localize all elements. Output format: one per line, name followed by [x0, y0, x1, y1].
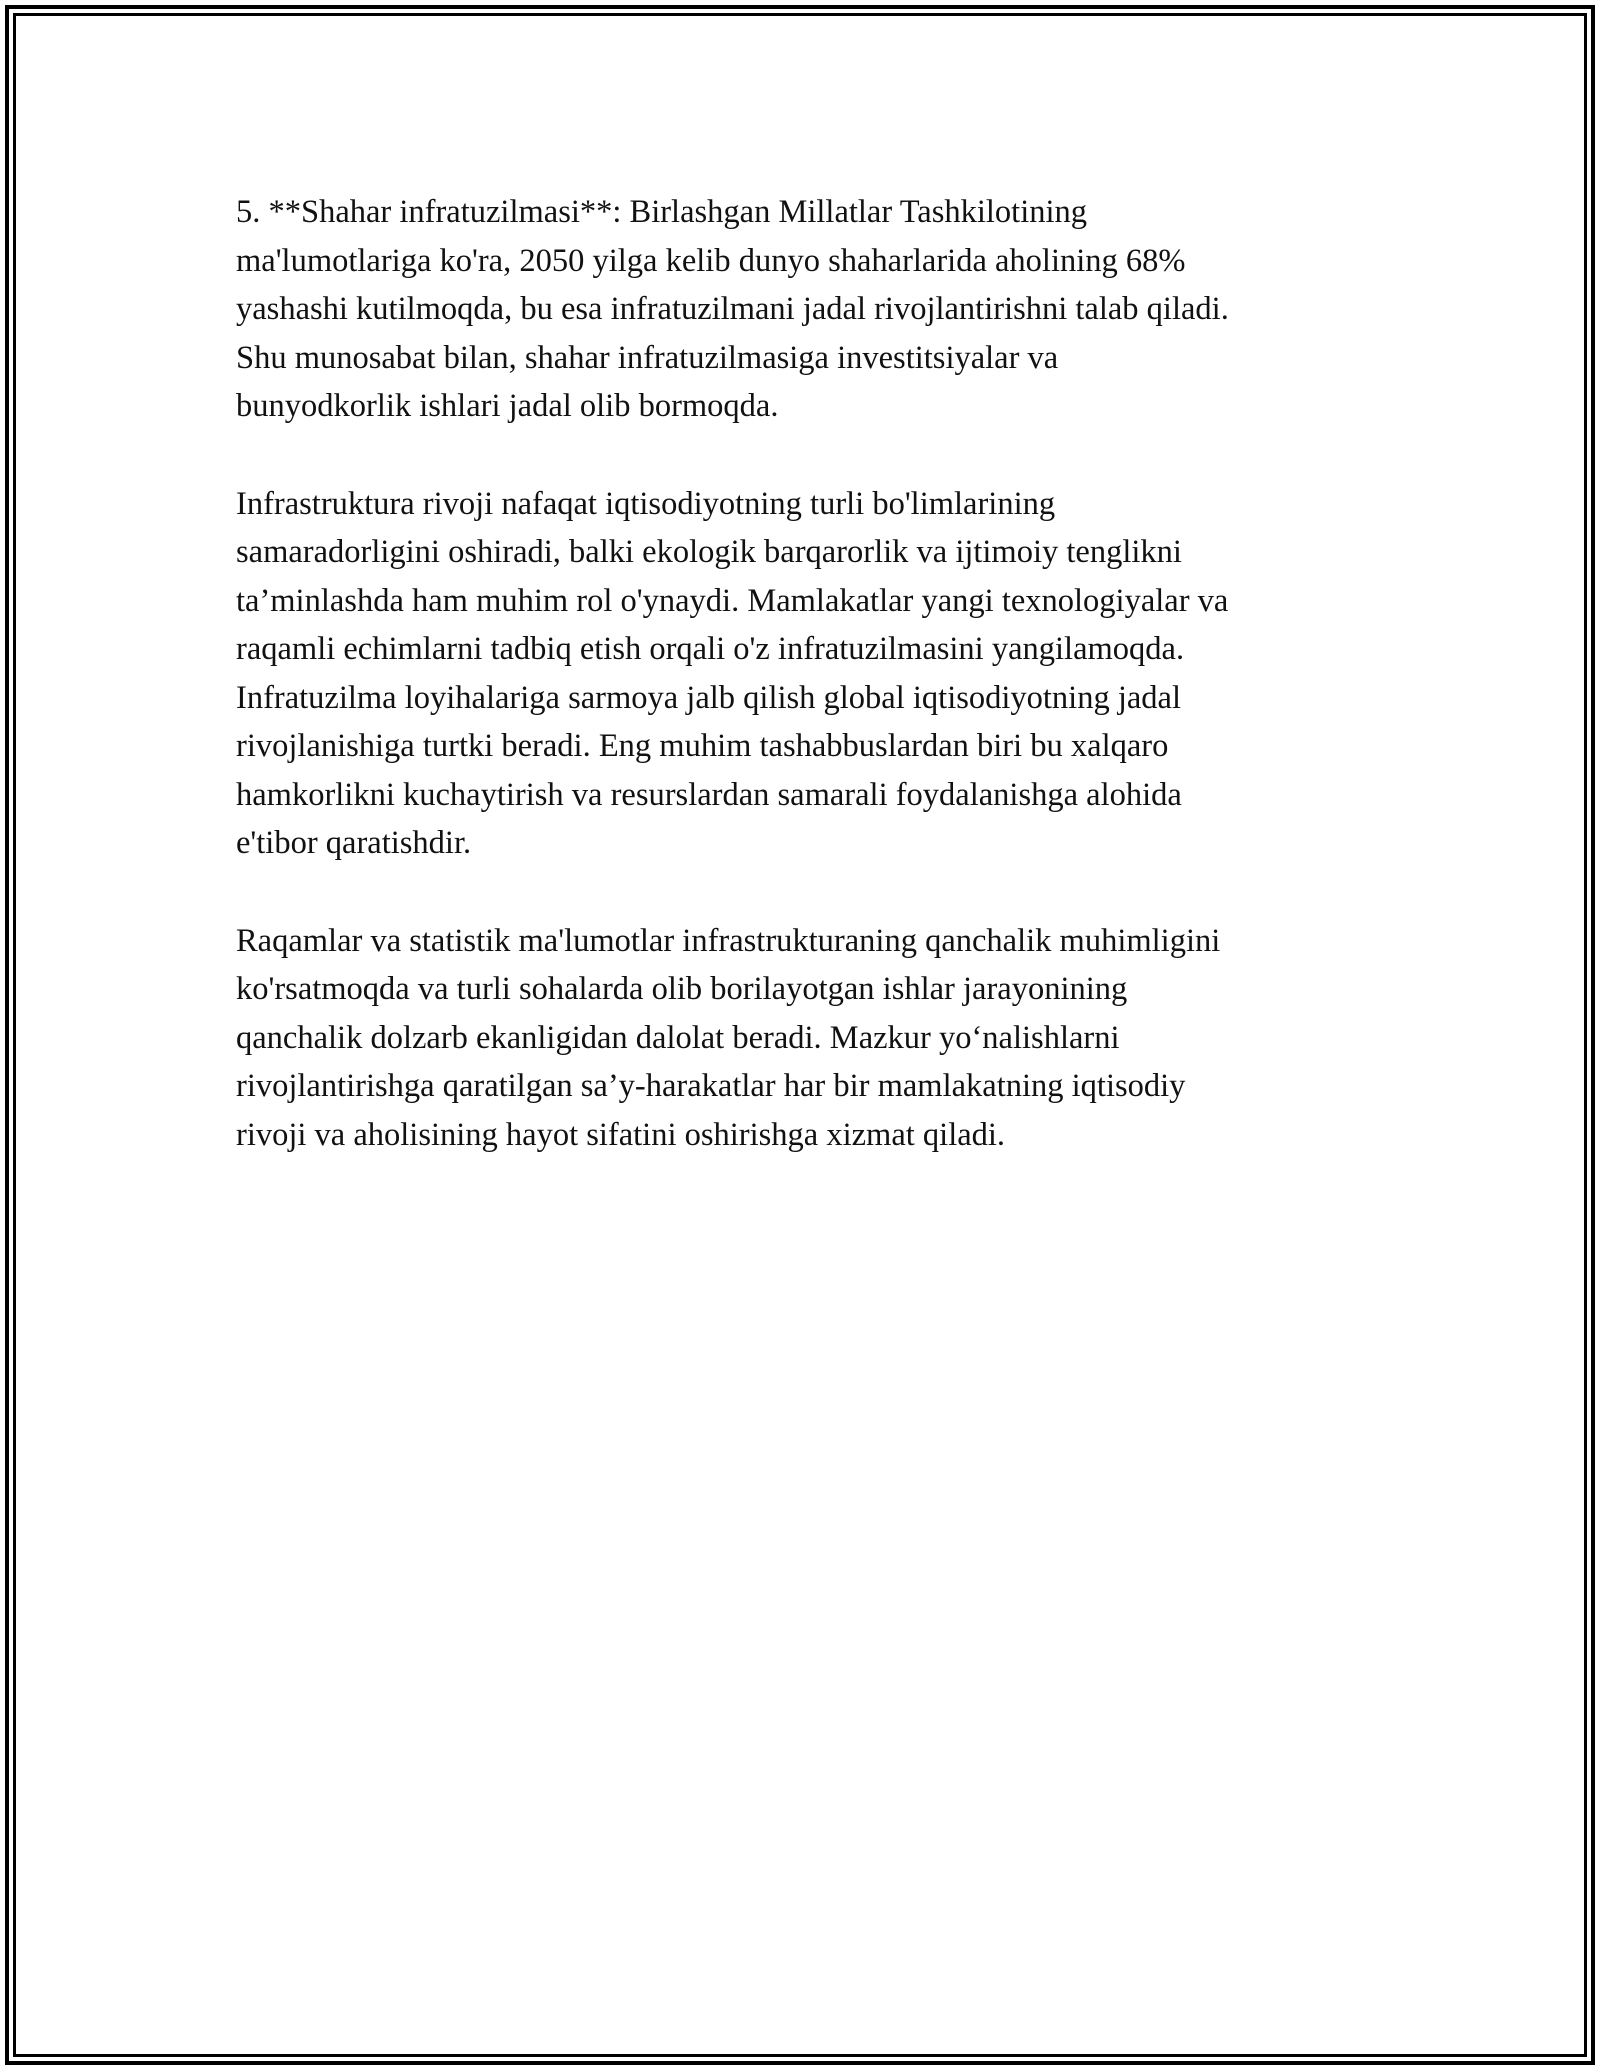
text-line: rivojlanishiga turtki beradi. Eng muhim tashabbuslardan biri bu xalqaro	[236, 728, 1169, 764]
text-line: ma'lumotlariga ko'ra, 2050 yilga kelib dunyo shaharlarida aholining 68%	[236, 242, 1186, 279]
text-line: qanchalik dolzarb ekanligidan dalolat beradi. Mazkur yo‘nalishlarni	[236, 1019, 1120, 1056]
paragraph-infrastructure-development	[236, 480, 1396, 868]
text-line: 5. **Shahar infratuzilmasi**: Birlashgan Millatlar Tashkilotining	[236, 194, 1088, 230]
text-line: Infratuzilma loyihalariga sarmoya jalb qilish global iqtisodiyotning jadal	[236, 679, 1181, 716]
text-line: rivojlantirishga qaratilgan sa’y-harakatlar har bir mamlakatning iqtisodiy	[236, 1068, 1186, 1104]
document-body	[236, 188, 1396, 1208]
paragraph-urban-infrastructure	[236, 188, 1396, 431]
text-line: bunyodkorlik ishlari jadal olib bormoqda.	[236, 388, 779, 424]
text-line: hamkorlikni kuchaytirish va resurslardan samarali foydalanishga alohida	[236, 776, 1182, 813]
paragraph-statistics	[236, 917, 1396, 1160]
text-line: e'tibor qaratishdir.	[236, 825, 472, 861]
text-line: Infrastruktura rivoji nafaqat iqtisodiyotning turli bo'limlarining	[236, 485, 1056, 522]
text-line: ko'rsatmoqda va turli sohalarda olib borilayotgan ishlar jarayonining	[236, 971, 1128, 1007]
text-line: rivoji va aholisining hayot sifatini oshirishga xizmat qiladi.	[236, 1116, 1006, 1153]
text-line: raqamli echimlarni tadbiq etish orqali o'z infratuzilmasini yangilamoqda.	[236, 631, 1185, 667]
text-line: yashashi kutilmoqda, bu esa infratuzilmani jadal rivojlantirishni talab qiladi.	[236, 291, 1229, 327]
text-line: Raqamlar va statistik ma'lumotlar infrastrukturaning qanchalik muhimligini	[236, 922, 1221, 959]
text-line: Shu munosabat bilan, shahar infratuzilmasiga investitsiyalar va	[236, 339, 1059, 376]
text-line: ta’minlashda ham muhim rol o'ynaydi. Mamlakatlar yangi texnologiyalar va	[236, 582, 1229, 619]
text-line: samaradorligini oshiradi, balki ekologik barqarorlik va ijtimoiy tenglikni	[236, 534, 1182, 570]
